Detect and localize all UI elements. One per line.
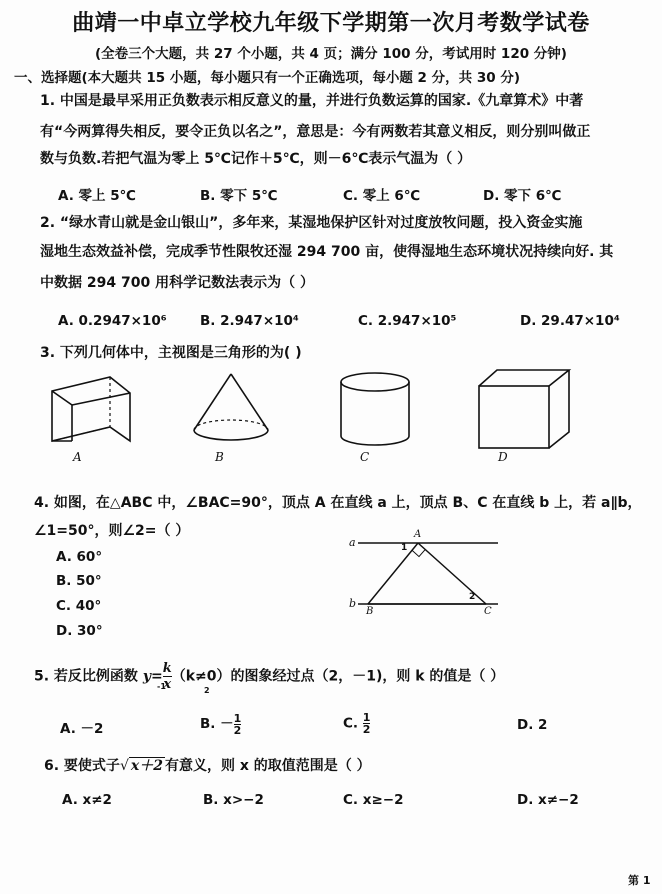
q3-stem: 3. 下列几何体中，主视图是三角形的为( )	[40, 345, 302, 361]
q5-eq: =	[150, 668, 163, 685]
q2-option-d: D. 29.47×10⁴	[520, 313, 620, 329]
q5-option-b-fraction	[234, 713, 242, 736]
q5-fraction-den: x	[163, 677, 172, 692]
q5-fraction-num: k	[162, 661, 172, 676]
q6-option-d: D. x≠−2	[517, 792, 579, 808]
q1-option-c: C. 零上 6℃	[343, 188, 421, 204]
q5-option-c-prefix: C.	[343, 715, 363, 732]
q1-line2: 有“今两算得失相反，要令正负以名之”，意思是：今有两数若其意义相反，则分别叫做正	[40, 124, 591, 140]
q2-line1: 2. “绿水青山就是金山银山”，多年来，某湿地保护区针对过度放牧问题，投入资金实施	[40, 215, 583, 231]
q4-option-c: C. 40°	[56, 598, 102, 614]
exam-info: (全卷三个大题，共 27 个小题，共 4 页；满分 100 分，考试用时 120 分钟)	[95, 46, 567, 62]
q5-stray-mark-right: 2	[204, 686, 210, 695]
q5-option-b-den: 2	[233, 723, 242, 737]
q2-option-b: B. 2.947×10⁴	[200, 313, 299, 329]
section-heading: 一、选择题(本大题共 15 小题，每小题只有一个正确选项，每小题 2 分，共 30 分)	[14, 70, 521, 86]
q2-option-c: C. 2.947×10⁵	[358, 313, 457, 329]
cylinder-figure	[336, 370, 414, 452]
q4-option-b: B. 50°	[56, 573, 102, 589]
q6-radicand: x＋2	[130, 758, 163, 774]
q4-line1: 4. 如图，在△ABC 中，∠BAC=90°，顶点 A 在直线 a 上，顶点 B、C 在直线 b 上，若 a∥b，	[34, 495, 642, 511]
page-number: 第 1	[628, 874, 651, 887]
q5-suffix: （k≠0）的图象经过点（2，－1)，则 k 的值是（ ）	[171, 668, 505, 685]
q1-line3: 数与负数.若把气温为零上 5℃记作＋5℃，则－6℃表示气温为（ ）	[40, 151, 472, 167]
q6-prefix: 6. 要使式子	[44, 758, 120, 774]
q5-option-c-fraction	[363, 712, 371, 735]
angle-2-label: 2	[469, 592, 476, 602]
q5-prefix: 5. 若反比例函数	[34, 668, 143, 685]
q5-option-c-den: 2	[362, 723, 371, 736]
q5-option-d: D. 2	[517, 717, 548, 733]
q1-line1: 1. 中国是最早采用正负数表示相反意义的量，并进行负数运算的国家.《九章算术》中著	[40, 93, 584, 109]
q5-stem	[34, 661, 504, 692]
q6-suffix: 有意义，则 x 的取值范围是（ ）	[164, 758, 371, 774]
q1-option-d: D. 零下 6℃	[483, 188, 562, 204]
q5-option-a: A. －2	[60, 721, 104, 737]
q5-y: y	[142, 668, 151, 685]
q3-label-d: D	[498, 450, 508, 464]
line-a-label: a	[349, 536, 356, 549]
vertex-a-label: A	[414, 529, 422, 540]
prism-figure	[48, 375, 138, 455]
q6-option-b: B. x>−2	[203, 792, 264, 808]
line-b-label: b	[349, 597, 357, 610]
q5-option-b	[200, 712, 241, 736]
q3-label-a: A	[73, 450, 82, 464]
angle-1-label: 1	[401, 543, 408, 553]
q5-option-c	[343, 712, 370, 735]
q2-line2: 湿地生态效益补偿，完成季节性限牧还湿 294 700 亩，使得湿地生态环境状况持续向好. 其	[40, 244, 614, 260]
page-title: 曲靖一中卓立学校九年级下学期第一次月考数学试卷	[72, 10, 590, 36]
q6-option-c: C. x≥−2	[343, 792, 404, 808]
q5-option-b-prefix: B. －	[200, 716, 234, 732]
q6-option-a: A. x≠2	[62, 792, 112, 808]
q1-option-a: A. 零上 5℃	[58, 188, 136, 204]
q2-line3: 中数据 294 700 用科学记数法表示为（ ）	[40, 275, 314, 291]
q2-option-a: A. 0.2947×10⁶	[58, 313, 167, 329]
vertex-b-label: B	[366, 606, 374, 617]
q5-option-c-num: 1	[362, 711, 371, 724]
q5-option-b-num: 1	[233, 711, 242, 725]
q4-line2: ∠1=50°，则∠2=（ ）	[34, 523, 190, 539]
q1-option-b: B. 零下 5℃	[200, 188, 278, 204]
cube-figure	[475, 368, 575, 452]
q5-stray-mark-left: -1	[157, 682, 166, 691]
sqrt-symbol: √	[119, 758, 129, 774]
vertex-c-label: C	[484, 606, 492, 617]
q3-label-b: B	[215, 450, 224, 464]
q3-label-c: C	[360, 450, 370, 464]
q4-option-d: D. 30°	[56, 623, 103, 639]
q6-stem	[44, 755, 371, 778]
cone-figure	[190, 372, 272, 452]
q4-option-a: A. 60°	[56, 549, 103, 565]
